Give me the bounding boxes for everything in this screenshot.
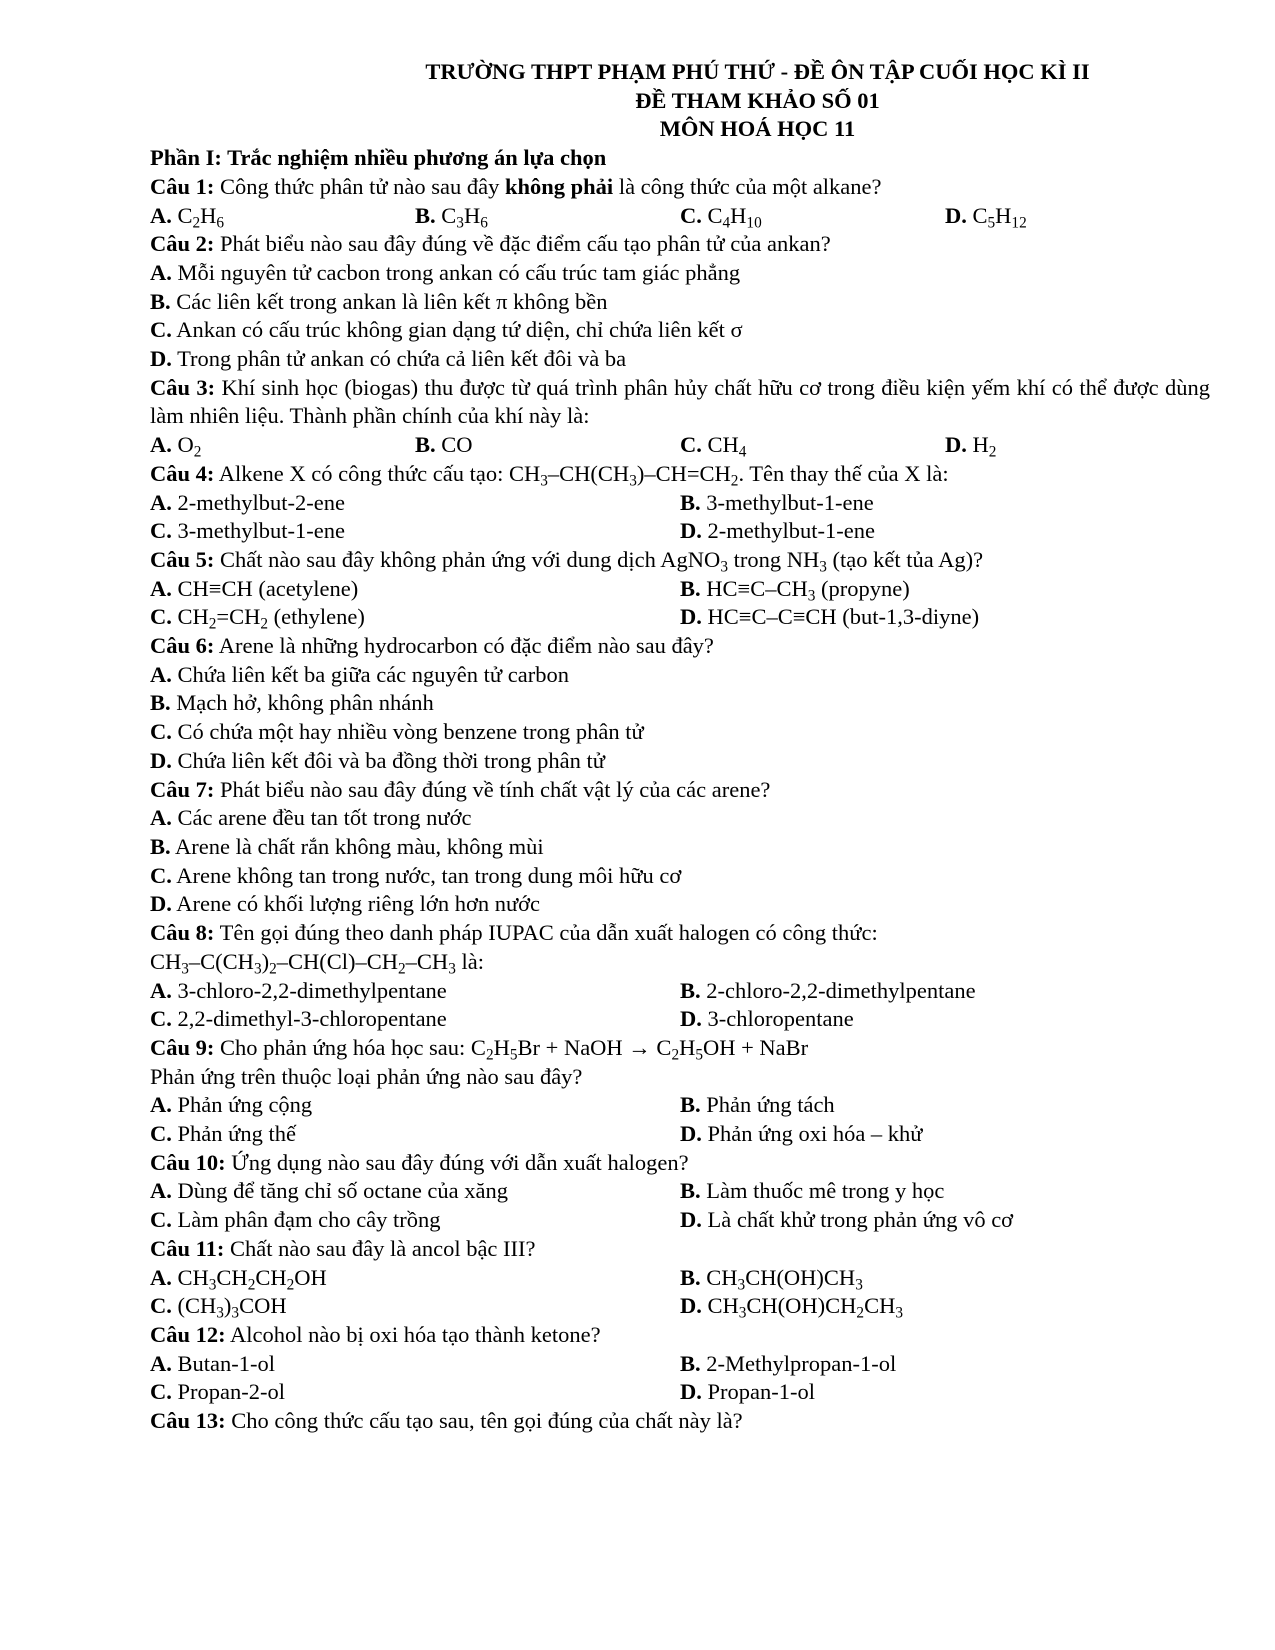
question-8: Câu 8: Tên gọi đúng theo danh pháp IUPAC của dẫn xuất halogen có công thức: bbox=[150, 920, 878, 946]
question-3: Câu 3: Khí sinh học (biogas) thu được từ quá trình phân hủy chất hữu cơ trong điều kiện yếm khí có thể được dùng làm nhiên liệu. Thành phần chính của khí này là: bbox=[150, 374, 1210, 429]
header-exam-number: ĐỀ THAM KHẢO SỐ 01 bbox=[635, 87, 880, 113]
header-subject: MÔN HOÁ HỌC 11 bbox=[659, 116, 856, 142]
option-a[interactable]: A. $C_2H_6$ bbox=[150, 202, 225, 231]
question-1-options bbox=[150, 202, 1210, 231]
option-c[interactable]: C. $(CH_3)_3COH$ bbox=[150, 1293, 287, 1322]
question-4-options-row1 bbox=[150, 489, 1210, 518]
option-b[interactable]: B. Arene là chất rắn không màu, không mùi bbox=[150, 833, 544, 859]
exam-page bbox=[150, 58, 1210, 1436]
option-b[interactable]: B. 3-methylbut-1-ene bbox=[680, 489, 874, 515]
option-c[interactable]: C. 3-methylbut-1-ene bbox=[150, 518, 345, 544]
question-13: Câu 13: Cho công thức cấu tạo sau, tên gọi đúng của chất này là? bbox=[150, 1408, 743, 1434]
option-c[interactable]: C. $CH_2=CH_2$ (ethylene) bbox=[150, 604, 365, 633]
question-2: Câu 2: Phát biểu nào sau đây đúng về đặc điểm cấu tạo phân tử của ankan? bbox=[150, 231, 831, 257]
question-9: Câu 9: Cho phản ứng hóa học sau: $C_2H_5Br$ + NaOH → $C_2H_5OH$ + NaBr bbox=[150, 1034, 809, 1064]
question-9-options-row2 bbox=[150, 1120, 1210, 1149]
option-a[interactable]: A. Phản ứng cộng bbox=[150, 1092, 313, 1118]
section-title: Phần I: Trắc nghiệm nhiều phương án lựa chọn bbox=[150, 145, 607, 171]
question-11-options-row2 bbox=[150, 1292, 1210, 1321]
question-7: Câu 7: Phát biểu nào sau đây đúng về tính chất vật lý của các arene? bbox=[150, 776, 771, 802]
header-school: TRƯỜNG THPT PHẠM PHÚ THỨ - ĐỀ ÔN TẬP CUỐI HỌC KÌ II bbox=[425, 59, 1090, 84]
option-c[interactable]: C. Có chứa một hay nhiều vòng benzene trong phân tử bbox=[150, 719, 644, 745]
option-c[interactable]: C. Ankan có cấu trúc không gian dạng tứ diện, chỉ chứa liên kết σ bbox=[150, 317, 743, 343]
option-b[interactable]: B. Mạch hở, không phân nhánh bbox=[150, 690, 434, 716]
option-a[interactable]: A. Mỗi nguyên tử cacbon trong ankan có cấu trúc tam giác phẳng bbox=[150, 259, 741, 285]
option-c[interactable]: C. Propan-2-ol bbox=[150, 1379, 285, 1405]
option-a[interactable]: A. Các arene đều tan tốt trong nước bbox=[150, 805, 472, 831]
question-8-options-row2 bbox=[150, 1005, 1210, 1034]
option-d[interactable]: D. Phản ứng oxi hóa – khử bbox=[680, 1121, 923, 1147]
option-a[interactable]: A. Dùng để tăng chỉ số octane của xăng bbox=[150, 1178, 509, 1204]
question-12: Câu 12: Alcohol nào bị oxi hóa tạo thành ketone? bbox=[150, 1321, 601, 1347]
option-d[interactable]: D. $CH_3CH(OH)CH_2CH_3$ bbox=[680, 1293, 903, 1322]
question-9-options-row1 bbox=[150, 1091, 1210, 1120]
question-4-options-row2 bbox=[150, 517, 1210, 546]
question-5-options-row2 bbox=[150, 603, 1210, 632]
option-a[interactable]: A. 2-methylbut-2-ene bbox=[150, 489, 345, 515]
question-10: Câu 10: Ứng dụng nào sau đây đúng với dẫn xuất halogen? bbox=[150, 1149, 689, 1175]
question-8-formula: $CH_3-C(CH_3)_2-CH(Cl)-CH_2-CH_3$ là: bbox=[150, 948, 484, 978]
option-d[interactable]: D. Arene có khối lượng riêng lớn hơn nước bbox=[150, 891, 541, 917]
option-a[interactable]: A. 3-chloro-2,2-dimethylpentane bbox=[150, 977, 447, 1003]
option-d[interactable]: D. Chứa liên kết đôi và ba đồng thời trong phân tử bbox=[150, 747, 605, 773]
option-a[interactable]: A. Chứa liên kết ba giữa các nguyên tử carbon bbox=[150, 661, 569, 687]
question-3-options bbox=[150, 431, 1210, 460]
option-b[interactable]: B. Phản ứng tách bbox=[680, 1092, 835, 1118]
option-d[interactable]: D. 2-methylbut-1-ene bbox=[680, 518, 875, 544]
option-a[interactable]: A. Butan-1-ol bbox=[150, 1350, 275, 1376]
option-a[interactable]: A. $O_2$ bbox=[150, 432, 202, 461]
option-d[interactable]: D. HC≡C–C≡CH (but-1,3-diyne) bbox=[680, 604, 980, 630]
question-12-options-row2 bbox=[150, 1378, 1210, 1407]
option-b[interactable]: B. 2-chloro-2,2-dimethylpentane bbox=[680, 977, 976, 1003]
option-a[interactable]: A. $CH_3CH_2CH_2OH$ bbox=[150, 1264, 327, 1293]
option-b[interactable]: B. Các liên kết trong ankan là liên kết π không bền bbox=[150, 288, 608, 314]
option-c[interactable]: C. $CH_4$ bbox=[680, 432, 747, 461]
question-10-options-row1 bbox=[150, 1177, 1210, 1206]
option-d[interactable]: D. Trong phân tử ankan có chứa cả liên kết đôi và ba bbox=[150, 346, 627, 372]
option-d[interactable]: D. Là chất khử trong phản ứng vô cơ bbox=[680, 1207, 1014, 1233]
question-5: Câu 5: Chất nào sau đây không phản ứng với dung dịch AgNO$_3$ trong $NH_3$ (tạo kết tủa Ag)? bbox=[150, 546, 984, 576]
question-label: Câu 1: bbox=[150, 173, 215, 199]
question-9-line2: Phản ứng trên thuộc loại phản ứng nào sau đây? bbox=[150, 1063, 583, 1089]
question-11-options-row1 bbox=[150, 1264, 1210, 1293]
option-b[interactable]: B. $CH_3CH(OH)CH_3$ bbox=[680, 1264, 863, 1293]
question-1: Câu 1: Công thức phân tử nào sau đây không phải là công thức của một alkane? bbox=[150, 173, 882, 199]
question-6: Câu 6: Arene là những hydrocarbon có đặc điểm nào sau đây? bbox=[150, 633, 714, 659]
option-d[interactable]: D. Propan-1-ol bbox=[680, 1379, 815, 1405]
option-b[interactable]: B. Làm thuốc mê trong y học bbox=[680, 1178, 945, 1204]
option-c[interactable]: C. 2,2-dimethyl-3-chloropentane bbox=[150, 1006, 447, 1032]
option-b[interactable]: B. $HC\equiv C-CH_3$ (propyne) bbox=[680, 575, 910, 604]
question-12-options-row1 bbox=[150, 1350, 1210, 1379]
option-d[interactable]: D. $H_2$ bbox=[945, 432, 997, 461]
option-a[interactable]: A. CH≡CH (acetylene) bbox=[150, 575, 359, 601]
question-4: Câu 4: Alkene X có công thức cấu tạo: $CH_3-CH(CH_3)-CH=CH_2$. Tên thay thế của X là: bbox=[150, 460, 949, 490]
option-c[interactable]: C. Arene không tan trong nước, tan trong dung môi hữu cơ bbox=[150, 862, 682, 888]
option-c[interactable]: C. $C_4H_{10}$ bbox=[680, 202, 762, 231]
option-b[interactable]: B. 2-Methylpropan-1-ol bbox=[680, 1350, 897, 1376]
question-5-options-row1 bbox=[150, 575, 1210, 604]
question-8-options-row1 bbox=[150, 977, 1210, 1006]
question-10-options-row2 bbox=[150, 1206, 1210, 1235]
option-d[interactable]: D. 3-chloropentane bbox=[680, 1006, 854, 1032]
option-b[interactable]: B. CO bbox=[415, 432, 473, 458]
option-c[interactable]: C. Phản ứng thế bbox=[150, 1121, 296, 1147]
option-b[interactable]: B. $C_3H_6$ bbox=[415, 202, 488, 231]
option-c[interactable]: C. Làm phân đạm cho cây trồng bbox=[150, 1207, 441, 1233]
question-11: Câu 11: Chất nào sau đây là ancol bậc III? bbox=[150, 1235, 536, 1261]
option-d[interactable]: D. $C_5H_{12}$ bbox=[945, 202, 1027, 231]
